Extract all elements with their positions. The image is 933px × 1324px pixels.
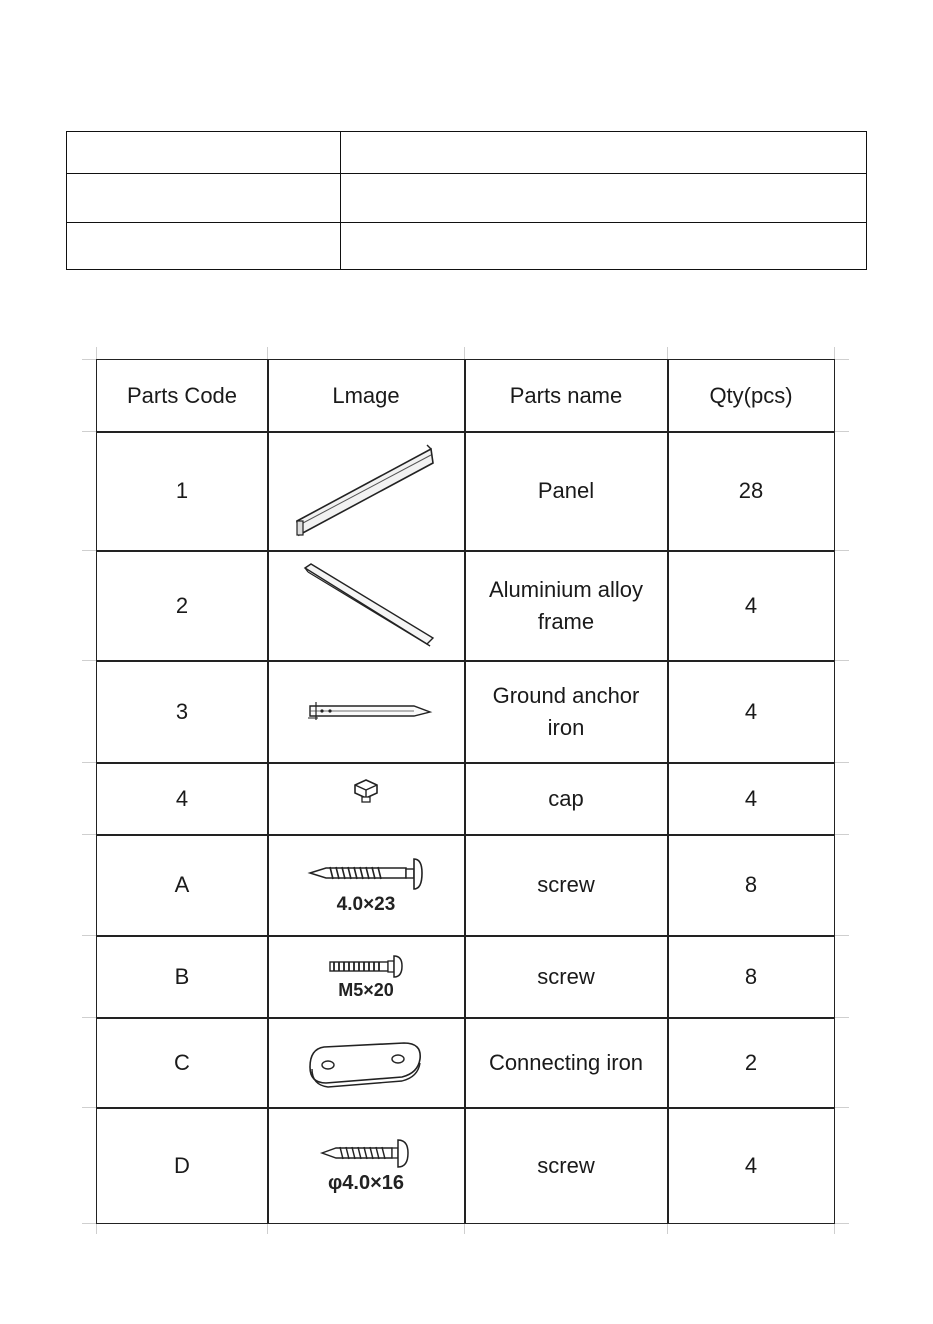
part-code: C	[174, 1049, 190, 1075]
tapping-screw-icon	[318, 1137, 414, 1171]
header-qty: Qty(pcs)	[709, 383, 793, 408]
wood-screw-icon	[306, 855, 426, 895]
header-parts-name: Parts name	[509, 383, 623, 408]
guide-line	[835, 431, 849, 432]
guide-line	[834, 347, 835, 359]
part-image	[268, 835, 464, 935]
guide-line	[835, 1223, 849, 1224]
guide-line	[835, 1107, 849, 1108]
blank-table-row-line	[67, 222, 866, 223]
guide-line	[82, 1017, 96, 1018]
guide-line	[267, 347, 268, 359]
guide-line	[835, 762, 849, 763]
guide-line	[835, 1017, 849, 1018]
part-image	[268, 661, 464, 762]
part-code: A	[174, 872, 190, 897]
guide-line	[82, 1223, 96, 1224]
part-qty: 4	[744, 785, 758, 811]
panel-board-icon	[291, 441, 441, 541]
guide-line	[835, 935, 849, 936]
guide-line	[835, 550, 849, 551]
part-name: Aluminium alloy frame	[488, 576, 644, 634]
part-qty: 4	[744, 592, 758, 618]
guide-line	[667, 347, 668, 359]
part-name: screw	[537, 872, 595, 897]
guide-line	[82, 359, 96, 360]
blank-info-table	[66, 131, 867, 270]
guide-line	[82, 550, 96, 551]
machine-screw-icon	[326, 954, 406, 980]
part-name: screw	[537, 1153, 595, 1178]
guide-line	[267, 1224, 268, 1234]
part-image	[268, 1018, 464, 1107]
part-qty: 28	[738, 478, 764, 503]
screw-size-label: φ4.0×16	[327, 1172, 405, 1194]
part-code: 3	[175, 698, 189, 724]
blank-table-row-line	[67, 173, 866, 174]
guide-line	[667, 1224, 668, 1234]
part-code: 1	[175, 478, 189, 503]
guide-line	[464, 347, 465, 359]
guide-line	[82, 935, 96, 936]
ground-anchor-icon	[296, 692, 436, 732]
blank-table-divider	[340, 132, 341, 269]
part-qty: 4	[744, 1153, 758, 1178]
part-qty: 4	[744, 698, 758, 724]
screw-size-label: M5×20	[338, 979, 394, 1000]
part-name: Panel	[537, 478, 595, 503]
connecting-plate-icon	[304, 1037, 428, 1089]
part-image	[268, 432, 464, 550]
part-code: 2	[175, 592, 189, 618]
part-image	[268, 763, 464, 823]
guide-line	[96, 347, 97, 359]
aluminium-frame-icon	[291, 558, 441, 653]
header-image: Lmage	[332, 383, 400, 408]
part-code: D	[174, 1153, 190, 1178]
guide-line	[835, 660, 849, 661]
part-name: cap	[548, 785, 584, 811]
header-parts-code: Parts Code	[126, 383, 238, 408]
part-name: screw	[537, 963, 595, 989]
part-name: Ground anchor iron	[492, 682, 640, 740]
part-code: 4	[175, 785, 189, 811]
part-image	[268, 551, 464, 660]
guide-line	[82, 1107, 96, 1108]
part-qty: 8	[744, 963, 758, 989]
cap-icon	[352, 777, 380, 805]
guide-line	[82, 762, 96, 763]
guide-line	[82, 431, 96, 432]
part-image	[268, 1108, 464, 1224]
guide-line	[82, 660, 96, 661]
part-name: Connecting iron	[488, 1049, 644, 1075]
part-qty: 2	[744, 1049, 758, 1075]
part-qty: 8	[744, 872, 758, 897]
screw-size-label: 4.0×23	[336, 894, 396, 915]
guide-line	[834, 1224, 835, 1234]
guide-line	[835, 359, 849, 360]
part-image	[268, 936, 464, 1017]
guide-line	[464, 1224, 465, 1234]
part-code: B	[174, 963, 190, 989]
parts-list-table	[96, 359, 835, 1224]
guide-line	[835, 834, 849, 835]
guide-line	[82, 834, 96, 835]
guide-line	[96, 1224, 97, 1234]
